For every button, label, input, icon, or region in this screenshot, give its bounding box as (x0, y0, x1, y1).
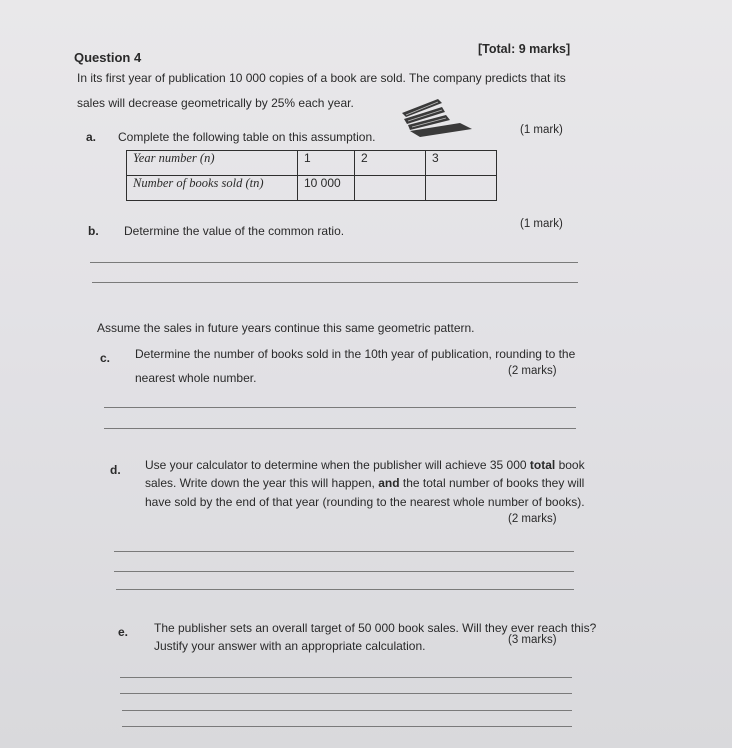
part-c-line-2: nearest whole number. (135, 371, 257, 385)
part-d-label: d. (110, 463, 121, 477)
total-marks: [Total: 9 marks] (478, 42, 571, 56)
answer-line[interactable] (120, 677, 572, 678)
answer-line[interactable] (104, 428, 576, 429)
part-c-marks: (2 marks) (508, 365, 557, 377)
part-b-label: b. (88, 224, 99, 238)
table-cell: 10 000 (298, 176, 355, 201)
table-cell: 1 (298, 151, 355, 176)
table-row-year (127, 151, 497, 176)
intro-line-1: In its first year of publication 10 000 copies of a book are sold. The company predicts that its (77, 71, 566, 85)
part-b-text: Determine the value of the common ratio. (124, 224, 345, 238)
part-a-text: Complete the following table on this assumption. (118, 130, 376, 144)
part-a-marks: (1 mark) (520, 124, 563, 136)
table-cell: 3 (426, 151, 497, 176)
part-b-marks: (1 mark) (520, 218, 563, 230)
part-a-label: a. (86, 130, 97, 144)
table-cell: Year number (n) (127, 151, 298, 176)
answer-line[interactable] (92, 282, 578, 283)
part-e-marks: (3 marks) (508, 634, 557, 646)
part-c-line-1: Determine the number of books sold in the 10th year of publication, rounding to the (135, 347, 576, 361)
answer-line[interactable] (122, 726, 572, 727)
part-d-marks: (2 marks) (508, 513, 557, 525)
intro-line-2: sales will decrease geometrically by 25% each year. (77, 96, 354, 110)
part-d-line-3: have sold by the end of that year (rounding to the nearest whole number of books). (145, 495, 585, 509)
answer-line[interactable] (120, 693, 572, 694)
part-e-line-2: Justify your answer with an appropriate calculation. (154, 639, 426, 653)
answer-line[interactable] (90, 262, 578, 263)
books-illustration (398, 93, 476, 141)
part-e-line-1: The publisher sets an overall target of 50 000 book sales. Will they ever reach this? (154, 621, 597, 635)
sequence-table (126, 150, 497, 201)
answer-line[interactable] (122, 710, 572, 711)
table-cell: Number of books sold (tn) (127, 176, 298, 201)
answer-cell[interactable] (355, 176, 426, 201)
answer-line[interactable] (114, 571, 574, 572)
part-e-label: e. (118, 625, 129, 639)
answer-line[interactable] (116, 589, 574, 590)
answer-cell[interactable] (426, 176, 497, 201)
assumption-text: Assume the sales in future years continue this same geometric pattern. (97, 321, 475, 335)
part-d-line-2: sales. Write down the year this will happen, and the total number of books they will (145, 476, 585, 490)
question-title: Question 4 (74, 50, 142, 65)
part-c-label: c. (100, 351, 111, 365)
table-row-books (127, 176, 497, 201)
table-cell: 2 (355, 151, 426, 176)
answer-line[interactable] (104, 407, 576, 408)
part-d-line-1: Use your calculator to determine when the publisher will achieve 35 000 total book (145, 458, 585, 472)
answer-line[interactable] (114, 551, 574, 552)
